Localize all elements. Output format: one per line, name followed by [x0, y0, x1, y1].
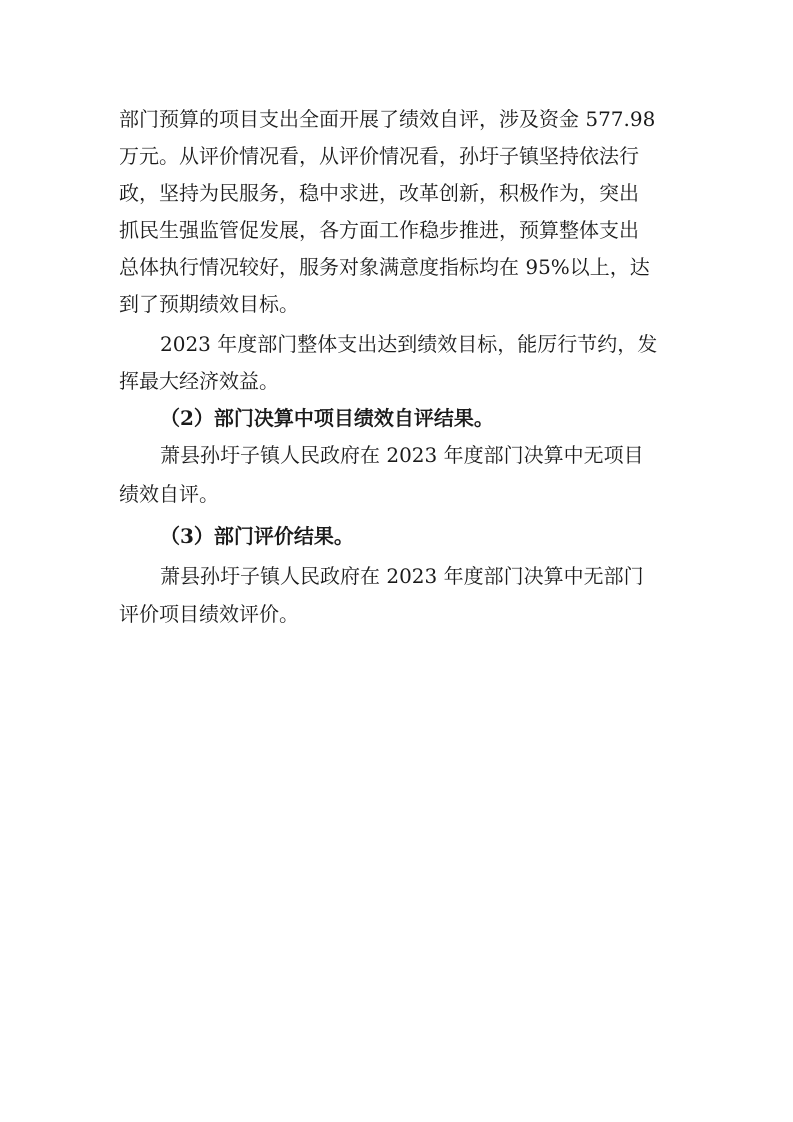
paragraph-line: 部门预算的项目支出全面开展了绩效自评，涉及资金 577.98	[119, 107, 656, 131]
section-heading: （3）部门评价结果。	[160, 524, 354, 548]
paragraph-line: 萧县孙圩子镇人民政府在 2023 年度部门决算中无部门	[160, 564, 644, 588]
paragraph-line: 万元。从评价情况看，从评价情况看，孙圩子镇坚持依法行	[119, 144, 639, 168]
paragraph-line: 抓民生强监管促发展，各方面工作稳步推进，预算整体支出	[119, 218, 639, 242]
paragraph-line: 挥最大经济效益。	[119, 369, 279, 393]
paragraph-line: 萧县孙圩子镇人民政府在 2023 年度部门决算中无项目	[160, 443, 644, 467]
paragraph-line: 总体执行情况较好，服务对象满意度指标均在 95%以上，达	[119, 255, 650, 279]
section-heading: （2）部门决算中项目绩效自评结果。	[160, 406, 494, 430]
paragraph-line: 到了预期绩效目标。	[119, 292, 299, 316]
paragraph-line: 2023 年度部门整体支出达到绩效目标，能厉行节约，发	[160, 332, 658, 356]
paragraph-line: 评价项目绩效评价。	[119, 602, 299, 626]
paragraph-line: 绩效自评。	[119, 482, 219, 506]
paragraph-line: 政，坚持为民服务，稳中求进，改革创新，积极作为，突出	[119, 181, 639, 205]
